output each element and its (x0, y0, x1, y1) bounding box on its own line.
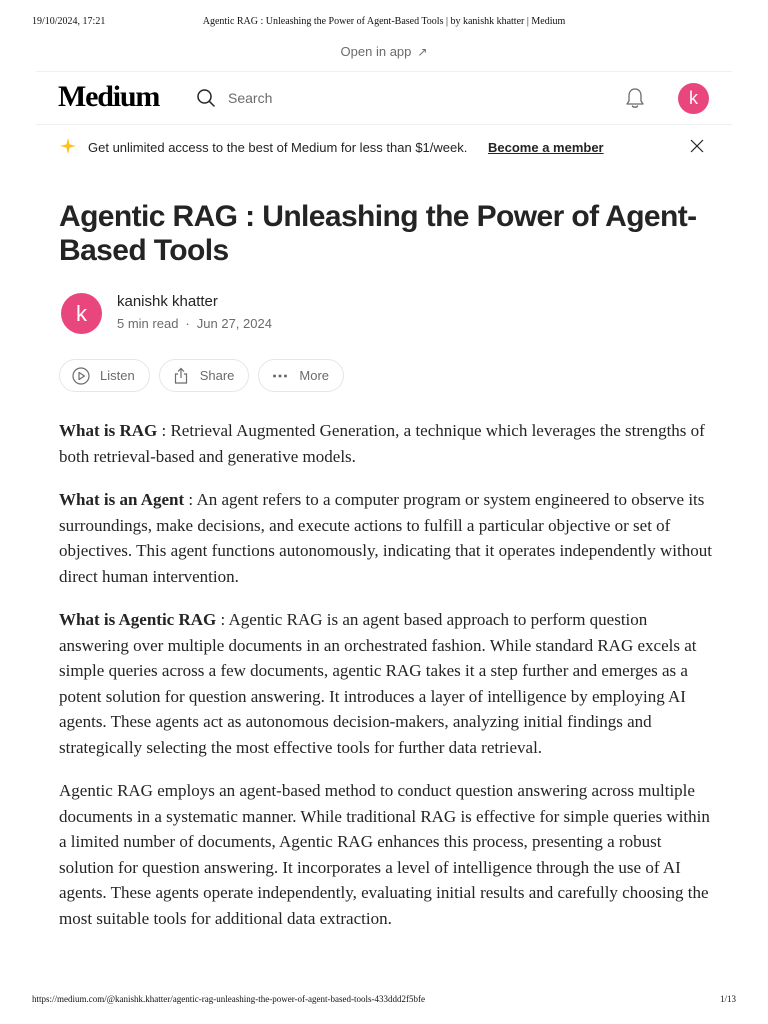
banner-text: Get unlimited access to the best of Medium for less than $1/week. (88, 140, 468, 155)
article-meta (117, 316, 272, 331)
paragraph-rag (59, 418, 719, 469)
sparkle-icon (60, 138, 76, 154)
paragraph-text: : Retrieval Augmented Generation, a technique which leverages the strengths of both retrieval-based and generative models. (59, 421, 705, 466)
paragraph-text: : An agent refers to a computer program or system engineered to observe its surroundings, make decisions, and execute actions to fulfill a particular objective or set of objectives. This agent functions autonomously, indicating that it operates independently without direct human intervention. (59, 490, 712, 586)
listen-button[interactable] (59, 359, 150, 392)
print-url: https://medium.com/@kanishk.khatter/agentic-rag-unleashing-the-power-of-agent-based-tools-433ddd2f5bfe (32, 994, 425, 1004)
publish-date: Jun 27, 2024 (196, 316, 272, 331)
paragraph-lead: What is RAG (59, 421, 158, 440)
print-footer (0, 994, 768, 1006)
print-datetime: 19/10/2024, 17:21 (32, 16, 106, 27)
article-title: Agentic RAG : Unleashing the Power of Agent-Based Tools (59, 200, 697, 267)
author-avatar[interactable]: k (61, 293, 102, 334)
medium-logo[interactable]: Medium (58, 80, 160, 113)
print-page-title: Agentic RAG : Unleashing the Power of Agent-Based Tools | by kanishk khatter | Medium (202, 16, 566, 27)
paragraph-summary (59, 778, 719, 931)
more-label: More (299, 368, 330, 383)
article-body (59, 418, 719, 949)
open-in-app-label: Open in app (340, 44, 412, 59)
author-name[interactable]: kanishk khatter (117, 293, 218, 310)
membership-banner (60, 138, 710, 158)
paragraph-lead: What is an Agent (59, 490, 185, 509)
listen-label: Listen (100, 368, 135, 383)
search-placeholder: Search (228, 90, 273, 106)
paragraph-text: : Agentic RAG is an agent based approach to perform question answering over multiple documents in an orchestrated fashion. While standard RAG excels at simple queries across a few documents, agentic RAG takes it a step further and emerges as a potent solution for question answering. It introduces a layer of intelligence by employing AI agents. These agents act as autonomous decision-makers, analyzing initial findings and strategically selecting the most effective tools for further data retrieval. (59, 610, 697, 757)
top-navbar (36, 71, 732, 125)
bell-icon[interactable] (624, 86, 646, 110)
become-member-link[interactable]: Become a member (488, 140, 604, 155)
read-time: 5 min read (117, 316, 179, 331)
open-in-app-link[interactable] (0, 44, 768, 59)
print-page-number: 1/13 (719, 994, 736, 1004)
print-header (0, 16, 768, 30)
search-input[interactable] (196, 86, 272, 110)
paragraph-text: Agentic RAG employs an agent-based method to conduct question answering across multiple documents in a systematic manner. While traditional RAG is effective for simple queries within a limited number of documents, Agentic RAG enhances this process, presenting a robust solution for question answering. It incorporates a level of intelligence through the use of AI agents. These agents operate independently, evaluating initial results and carefully choosing the most suitable tools for additional data extraction. (59, 781, 710, 928)
meta-separator: · (185, 316, 190, 331)
paragraph-agentic-rag (59, 607, 719, 760)
user-avatar[interactable]: k (678, 83, 709, 114)
close-icon[interactable] (689, 138, 705, 154)
share-button[interactable] (159, 359, 250, 392)
play-icon (72, 367, 90, 385)
paragraph-agent (59, 487, 719, 589)
article-actions (59, 359, 344, 392)
share-label: Share (199, 368, 235, 383)
ellipsis-icon (271, 367, 289, 385)
arrow-up-right-icon: ↗ (417, 45, 428, 59)
search-icon (196, 88, 216, 108)
more-button[interactable] (258, 359, 344, 392)
share-icon (172, 367, 190, 385)
paragraph-lead: What is Agentic RAG (59, 610, 217, 629)
